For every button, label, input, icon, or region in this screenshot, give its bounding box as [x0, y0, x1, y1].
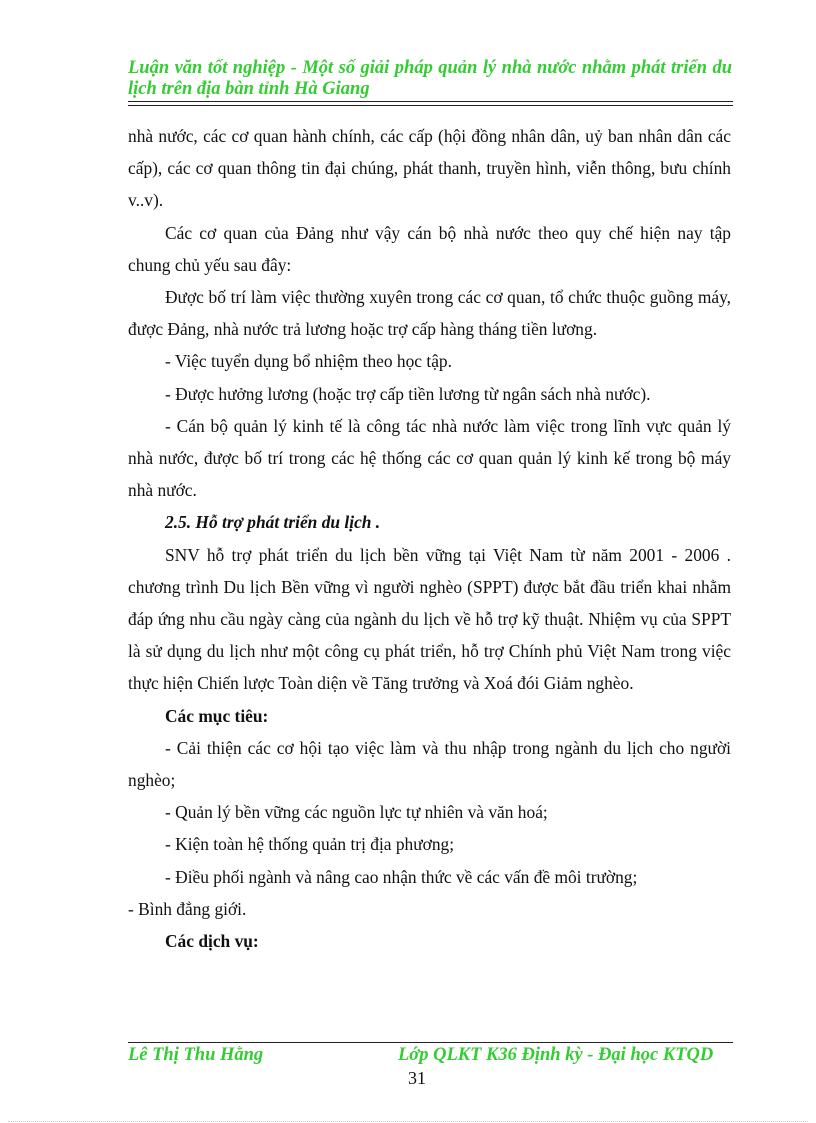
body-paragraph: Các cơ quan của Đảng như vậy cán bộ nhà nước theo quy chế hiện nay tập chung chủ yếu sau đây: — [128, 222, 731, 275]
objectives-heading: Các mục tiêu: — [165, 705, 269, 726]
page-header-title: Luận văn tốt nghiệp - Một số giải pháp quản lý nhà nước nhằm phát triển du lịch trên địa bàn tỉnh Hà Giang — [128, 58, 732, 99]
body-paragraph: Được bố trí làm việc thường xuyên trong các cơ quan, tổ chức thuộc guồng máy, được Đảng, nhà nước trả lương hoặc trợ cấp hàng tháng tiền lương. — [128, 287, 731, 340]
objective-item: - Bình đẳng giới. — [128, 898, 247, 919]
page-edge — [8, 1121, 808, 1122]
section-heading: 2.5. Hỗ trợ phát triển du lịch . — [165, 512, 381, 533]
objective-item: - Điều phối ngành và nâng cao nhận thức về các vấn đề môi trường; — [165, 866, 638, 887]
objective-item: - Kiện toàn hệ thống quản trị địa phương; — [165, 834, 455, 855]
bullet-item: - Cán bộ quản lý kinh tế là công tác nhà nước làm việc trong lĩnh vực quản lý nhà nước, được bố trí trong các hệ thống các cơ quan quản lý kinh kế trong bộ máy nhà nước. — [128, 415, 731, 501]
objective-item: - Quản lý bền vững các nguồn lực tự nhiên và văn hoá; — [165, 802, 548, 823]
body-paragraph: nhà nước, các cơ quan hành chính, các cấp (hội đồng nhân dân, uỷ ban nhân dân các cấp), các cơ quan thông tin đại chúng, phát thanh, truyền hình, viễn thông, bưu chính v..v). — [128, 126, 731, 211]
footer-divider — [128, 1042, 733, 1043]
services-heading: Các dịch vụ: — [165, 931, 259, 952]
document-body — [128, 120, 731, 957]
objective-item: - Cải thiện các cơ hội tạo việc làm và thu nhập trong ngành du lịch cho người nghèo; — [128, 737, 731, 791]
header-divider — [128, 101, 733, 106]
page-number: 31 — [408, 1068, 426, 1088]
bullet-item: - Được hưởng lương (hoặc trợ cấp tiền lương từ ngân sách nhà nước). — [165, 383, 651, 404]
footer-author: Lê Thị Thu Hằng — [128, 1045, 264, 1065]
bullet-item: - Việc tuyển dụng bổ nhiệm theo học tập. — [165, 351, 452, 372]
body-paragraph: SNV hỗ trợ phát triển du lịch bền vững tại Việt Nam từ năm 2001 - 2006 . chương trình Du lịch Bền vững vì người nghèo (SPPT) được bắt đầu triển khai nhằm đáp ứng nhu cầu ngày càng của ngành du lịch về hỗ trợ kỹ thuật. Nhiệm vụ của SPPT là sử dụng du lịch như một công cụ phát triển, hỗ trợ Chính phủ Việt Nam trong việc thực hiện Chiến lược Toàn diện về Tăng trưởng và Xoá đói Giảm nghèo. — [128, 544, 731, 694]
footer-class: Lớp QLKT K36 Định kỳ - Đại học KTQD — [398, 1045, 714, 1065]
